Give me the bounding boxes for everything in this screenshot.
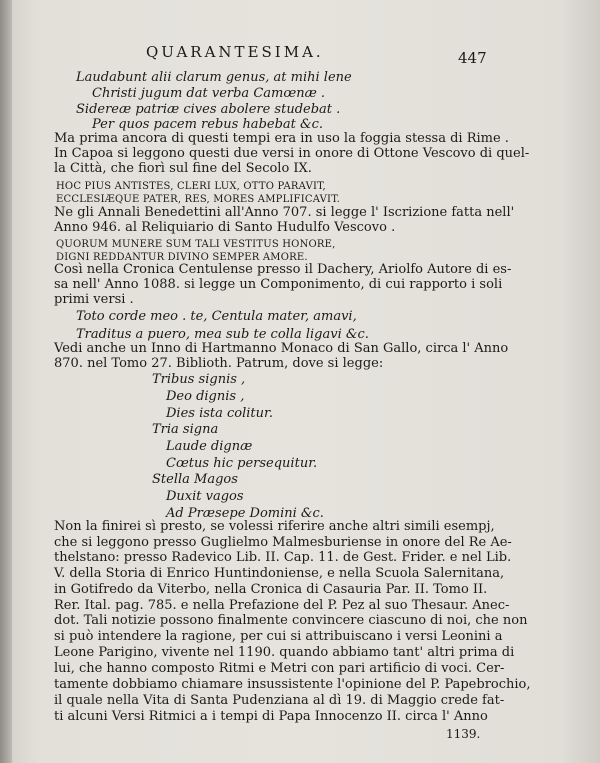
text-line: Ma prima ancora di questi tempi era in uso la foggia stessa di Rime . [54, 131, 509, 146]
text-line: Deo dignis , [166, 389, 245, 404]
text-line: Tria signa [152, 422, 219, 437]
text-line: ECCLESIÆQUE PATER, RES, MORES AMPLIFICAVIT. [56, 194, 340, 205]
text-line: si può intendere la ragione, per cui si attribuiscano i versi Leonini a [54, 629, 503, 644]
text-line: in Gotifredo da Viterbo, nella Cronica di Casauria Par. II. Tomo II. [54, 582, 488, 597]
text-line: Ad Præsepe Domini &c. [166, 506, 324, 521]
text-line: Duxit vagos [166, 489, 244, 504]
text-line: Anno 946. al Reliquiario di Santo Hudulfo Vescovo . [54, 220, 396, 235]
text-line: lui, che hanno composto Ritmi e Metri con pari artificio di voci. Cer- [54, 661, 505, 676]
text-line: Rer. Ital. pag. 785. e nella Prefazione del P. Pez al suo Thesaur. Anec- [54, 598, 510, 613]
text-line: Traditus a puero, mea sub te colla ligavi &c. [76, 327, 369, 342]
text-line: Non la finirei sì presto, se volessi riferire anche altri simili esempj, [54, 519, 495, 534]
text-line: Tribus signis , [152, 372, 246, 387]
text-line: Vedi anche un Inno di Hartmanno Monaco di San Gallo, circa l' Anno [54, 341, 509, 356]
text-line: la Città, che fiorì sul fine del Secolo IX. [54, 161, 312, 176]
text-line: HOC PIUS ANTISTES, CLERI LUX, OTTO PARAVIT, [56, 181, 326, 192]
text-line: Cœtus hic persequitur. [166, 456, 318, 471]
text-line: Per quos pacem rebus habebat &c. [92, 117, 323, 132]
text-line: primi versi . [54, 292, 134, 307]
text-line: ti alcuni Versi Ritmici a i tempi di Papa Innocenzo II. circa l' Anno [54, 709, 488, 724]
text-line: In Capoa si leggono questi due versi in onore di Ottone Vescovo di quel- [54, 146, 530, 161]
text-line: Dies ista colitur. [166, 406, 273, 421]
page-gutter-shadow [0, 0, 12, 763]
text-line: Laudabunt alii clarum genus, at mihi lene [76, 70, 352, 85]
text-line: Stella Magos [152, 472, 238, 487]
text-line: Sidereæ patriæ cives abolere studebat . [76, 102, 341, 117]
text-line: 870. nel Tomo 27. Biblioth. Patrum, dove si legge: [54, 356, 384, 371]
text-line: Leone Parigino, vivente nel 1190. quando abbiamo tant' altri prima di [54, 645, 515, 660]
text-line: V. della Storia di Enrico Huntindoniense, e nella Scuola Salernitana, [54, 566, 505, 581]
text-line: che si leggono presso Guglielmo Malmesburiense in onore del Re Ae- [54, 535, 512, 550]
text-line: il quale nella Vita di Santa Pudenziana al dì 19. di Maggio crede fat- [54, 693, 505, 708]
text-line: QUORUM MUNERE SUM TALI VESTITUS HONORE, [56, 239, 336, 250]
text-line: Laude dignæ [166, 439, 253, 454]
text-line: thelstano: presso Radevico Lib. II. Cap. 11. de Gest. Frider. e nel Lib. [54, 550, 512, 565]
text-line: Christi jugum dat verba Camœnæ . [92, 86, 326, 101]
page-number: 447 [458, 49, 487, 67]
text-line: sa nell' Anno 1088. si legge un Componimento, di cui rapporto i soli [54, 277, 503, 292]
running-header: QUARANTESIMA. [146, 43, 324, 61]
text-line: dot. Tali notizie possono finalmente convincere ciascuno di noi, che non [54, 613, 528, 628]
text-line: 1139. [446, 727, 481, 741]
text-line: DIGNI REDDANTUR DIVINO SEMPER AMORE. [56, 252, 308, 263]
text-line: Così nella Cronica Centulense presso il Dachery, Ariolfo Autore di es- [54, 262, 512, 277]
text-line: tamente dobbiamo chiamare insussistente l'opinione del P. Papebrochio, [54, 677, 531, 692]
text-line: Ne gli Annali Benedettini all'Anno 707. si legge l' Iscrizione fatta nell' [54, 205, 515, 220]
text-line: Toto corde meo . te, Centula mater, amavi, [76, 309, 357, 324]
